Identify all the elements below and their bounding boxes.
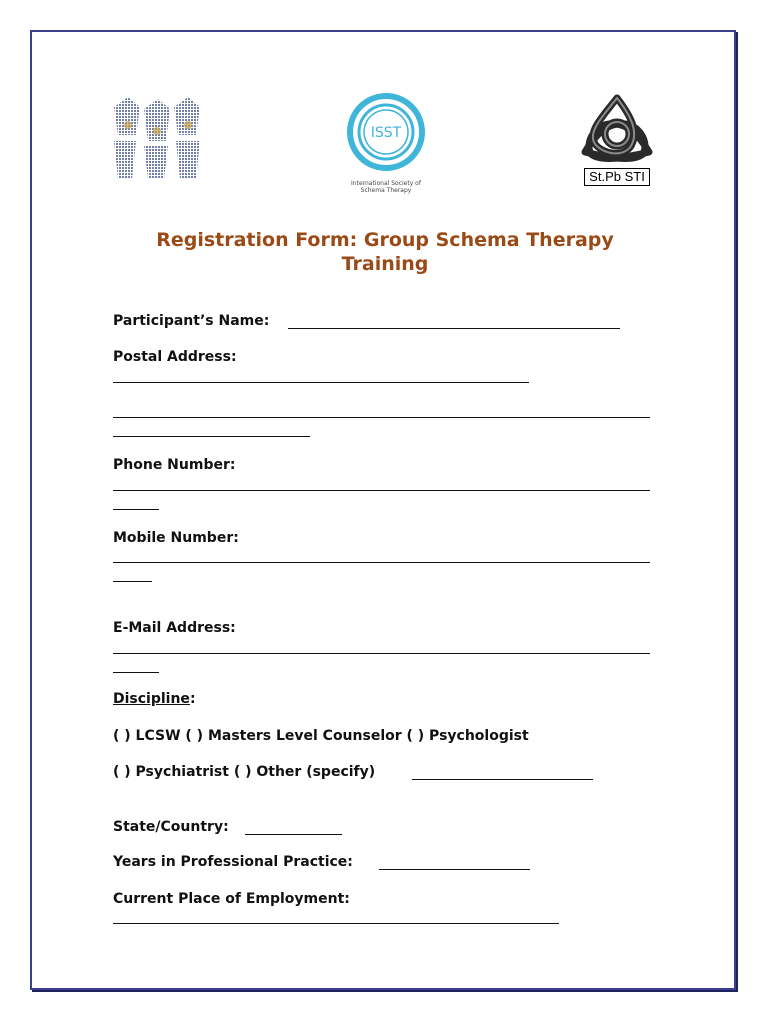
state-field[interactable] [245, 834, 342, 835]
isst-caption-line1: International Society of [351, 180, 421, 187]
years-label: Years in Professional Practice: [113, 854, 353, 870]
years-field[interactable] [379, 869, 530, 870]
email-field-line2[interactable] [113, 672, 159, 673]
discipline-label: Discipline [113, 691, 190, 707]
phone-label: Phone Number: [113, 457, 236, 473]
isst-logo [336, 92, 436, 197]
name-field[interactable] [288, 328, 620, 329]
phone-field-line2[interactable] [113, 509, 159, 510]
mobile-label: Mobile Number: [113, 530, 239, 546]
phone-field-line1[interactable] [113, 490, 650, 491]
employment-field[interactable] [113, 923, 559, 924]
postal-field-line3[interactable] [113, 436, 310, 437]
discipline-colon: : [189, 691, 196, 707]
email-label: E-Mail Address: [113, 620, 236, 636]
mobile-field-line1[interactable] [113, 562, 650, 563]
postal-field-line1[interactable] [113, 382, 529, 383]
form-title-line2: Training [341, 253, 429, 275]
left-logo [110, 95, 202, 181]
isst-ring-icon [346, 92, 426, 172]
name-label: Participant’s Name: [113, 313, 270, 329]
isst-logo-text: ISST [370, 125, 402, 141]
postal-label: Postal Address: [113, 349, 237, 365]
postal-field-line2[interactable] [113, 417, 650, 418]
mobile-field-line2[interactable] [113, 581, 152, 582]
email-field-line1[interactable] [113, 653, 650, 654]
stpb-logo [572, 92, 662, 192]
state-label: State/Country: [113, 819, 229, 835]
isst-caption-line2: Schema Therapy [360, 187, 412, 194]
form-title-line1: Registration Form: Group Schema Therapy [156, 229, 614, 251]
discipline-other-field[interactable] [412, 779, 593, 780]
employment-label: Current Place of Employment: [113, 891, 350, 907]
discipline-heading [113, 690, 196, 708]
triquetra-knot-icon [579, 92, 655, 162]
discipline-options-row2[interactable]: ( ) Psychiatrist ( ) Other (specify) [113, 764, 376, 780]
stpb-label: St.Pb STI [584, 168, 650, 186]
discipline-options-row1[interactable]: ( ) LCSW ( ) Masters Level Counselor ( ) Psychologist [113, 728, 529, 744]
form-title [100, 228, 670, 276]
